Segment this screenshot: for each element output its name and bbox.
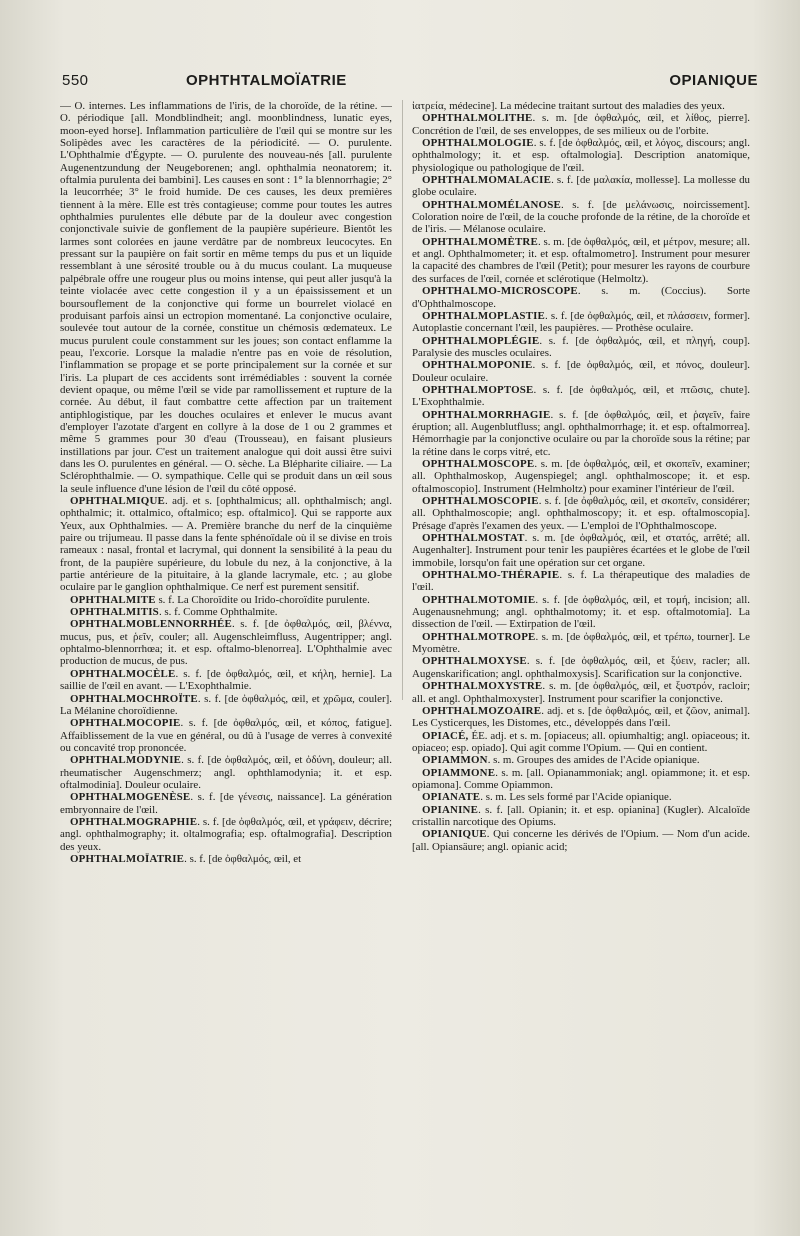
headword: OPHTHALMITE [70,593,156,606]
headword: OPHTHALMOPLÉGIE [422,334,540,347]
headword: OPHTHALMOSCOPE [422,457,535,470]
dictionary-entry: — O. internes. Les inflammations de l'iris, de la choroïde, de la rétine. — O. périodique [all. Mondblindheit; angl. moonblindness, lunatic eyes, moon-eyed horse]. Inflammation particulière de l'œil qui se montre sur les Solipèdes avec les caractères de la périodicité. — O. purulente. L'Ophthalmie d'Égypte. — O. purulente des nouveau-nés [all. purulente Augenentzundung der Neugeborenen; angl. ophthalmia neonatorem; it. oftalmia purulenta dei bambini]. Les causes en sont : 1° la blennorrhagie; 2° la leucorrhée; 3° le froid humide. De ces causes, les deux premières tiennent à la mère. Elle est très contagieuse; comme pour toutes les autres ophthalmies purulentes elle débute par de la douleur avec congestion conjonctivale suivie de gonflement de la paupière supérieure. Bientôt les larmes sont colorées en jaune verdâtre par de nombreux leucocytes. En pressant sur la paupière on fait sortir en même temps du pus et un liquide ressemblant à une sérosité trouble ou à du mucus coulant. La muqueuse palpébrale offre une rougeur plus ou moins intense, qui peut aller jusqu'à la teinte violacée avec cette congestion il y a un épaississement et un boursouflement de la conjonctive qui forme un bourrelet violacé en produisant parfois ainsi un ectropion momentané. La conjonctive oculaire, soulevée tout autour de la cornée, constitue un chémosis œdemateux. Le mucus purulent coule constamment sur les joues; son contact enflamme la peau, l'excorie. Lorsque la maladie n'entre pas en voie de résolution, l'inflammation se propage et se porte principalement sur la cornée et sur l'iris. La plupart de ces accidents sont irrémédiables : souvent la cornée devient opaque, ou même l'œil se vide par ramollissement et rupture de la cornée. Au début, il faut combattre cette affection par un traitement antiphlogistique, par les douches oculaires et enlever le mucus avant d'employer l'azotate d'argent en collyre à la dose de 1 ou 2 grammes et même 5 grammes pour 30 d'eau (Trousseau), en faisant plusieurs instillations par jour. C'est un traitement analogue qui doit aussi être suivi dans les O. purulentes en général. — O. sèche. La Blépharite ciliaire. — La Sclérophthalmie. — O. sympathique. Celle qui se produit dans un œil sous la seule influence d'une lésion de l'œil du côté opposé. [60,100,392,495]
headword: OPHTHALMOCOPIE [70,717,181,730]
dictionary-entry: OPIAMMON. s. m. Groupes des amides de l'Acide opianique. [422,754,700,767]
dictionary-entry: OPHTHALMOTOMIE. s. f. [de ὀφθαλμός, œil, et τομή, incision; all. Augenausnehmung; angl. ophthalmotomy; it. et esp. oftalmotomia]. La dissection de l'œil. — Extirpation de l'œil. [412,593,750,631]
headword: OPHTHALMITIS [70,606,159,619]
headword: OPHTHALMOCHROÏTE [70,692,198,705]
headword: OPHTHALMORRHAGIE [422,408,551,421]
headword: OPHTHALMOMÈTRE [422,235,538,248]
left-guide-word: OPHTHTALMOÏATRIE [186,72,347,89]
dictionary-entry: OPHTHALMOPLÉGIE. s. f. [de ὀφθαλμός, œil, et πληγή, coup]. Paralysie des muscles oculaires. [412,334,750,359]
dictionary-entry: OPIANIQUE. Qui concerne les dérivés de l'Opium. — Nom d'un acide. [all. Opiansäure; angl. opianic acid; [412,828,750,853]
headword: OPHTHALMOTROPE [422,630,536,643]
dictionary-entry: OPHTHALMOCOPIE. s. f. [de ὀφθαλμός, œil, et κόπος, fatigue]. Affaiblissement de la vue en général, ou dû à l'usage de verres à convexité ou concavité trop prononcée. [60,717,392,754]
headword: OPHTHALMODYNIE [70,754,182,767]
headword: OPHTHALMO-THÉRAPIE [422,569,560,582]
headword: OPHTHALMOLITHE [422,112,533,125]
headword: OPHTHALMOSCOPIE [422,495,539,507]
dictionary-entry: OPHTHALMOSCOPIE. s. f. [de ὀφθαλμός, œil, et σκοπεῖν, considérer; all. Ophthalmoscopie; angl. ophthalmoscopy; it. et esp. oftalmoscopia]. Présage d'après l'examen des yeux. — L'emploi de l'Ophthalmoscope. [412,495,750,532]
headword: OPIACÉ, [422,729,469,742]
headword: OPHTHALMOCÈLE [70,667,176,680]
dictionary-entry: OPHTHALMOGENÈSE. s. f. [de γένεσις, naissance]. La génération embryonnaire de l'œil. [60,791,392,816]
dictionary-entry: OPHTHALMOLOGIE. s. f. [de ὀφθαλμός, œil, et λόγος, discours; angl. ophthalmology; it. et esp. oftalmologia]. Description anatomique, physiologique ou pathologique de l'œil. [412,137,750,174]
dictionary-entry: OPHTHALMOSTAT. s. m. [de ὀφθαλμός, œil, et στατός, arrêté; all. Augenhalter]. Instrument pour tenir les paupières écartées et le globe de l'œil immobile, lorsqu'on fait une opération sur cet organe. [412,532,750,569]
headword: OPHTHALMOTOMIE [422,593,536,606]
dictionary-entry: OPIAMMONE. s. m. [all. Opianammoniak; angl. opiammone; it. et esp. opiamona]. Comme Opiammon. [412,766,750,791]
dictionary-entry: OPHTHALMOZOAIRE. adj. et s. [de ὀφθαλμός, œil, et ζῶον, animal]. Les Cysticerques, les Distomes, etc., développés dans l'œil. [412,704,750,730]
dictionary-entry: OPIANATE. s. m. Les sels formé par l'Acide opianique. [422,791,672,804]
headword: OPHTHALMOLOGIE [422,137,534,150]
dictionary-entry: OPHTHALMOBLENNORRHÉE. s. f. [de ὀφθαλμός, œil, βλέννα, mucus, pus, et ῥεῖν, couler; all. Augenschleimfluss, Augentripper; angl. ophtalmo-blennorrhœa; it. et esp. oftalmo-blenorrea]. L'Ophthalmie avec production de mucus, de pus. [60,618,392,668]
dictionary-entry: OPHTHALMOMÉLANOSE. s. f. [de μελάνωσις, noircissement]. Coloration noire de l'œil, de la couche profonde de la rétine, de la choroïde et de l'iris. — Mélanose oculaire. [412,198,750,236]
headword: OPIANATE [422,791,481,804]
headword: OPHTHALMIQUE [70,495,165,507]
headword: OPIAMMON [422,754,488,767]
headword: OPHTHALMOGENÈSE [70,791,191,804]
dictionary-entry: OPHTHALMOMALACIE. s. f. [de μαλακία, mollesse]. La mollesse du globe oculaire. [412,174,750,199]
headword: OPIAMMONE [422,766,496,779]
dictionary-entry: OPHTHALMODYNIE. s. f. [de ὀφθαλμός, œil, et ὀδύνη, douleur; all. rheumatischer Augenschmerz; angl. ophthlamodynia; it. et esp. oftalmodinia]. Douleur oculaire. [60,754,392,791]
dictionary-entry: OPHTHALMOXYSTRE. s. m. [de ὀφθαλμός, œil, et ξυστρόν, racloir; all. et angl. Ophthalmoxyster]. Instrument pour scarifier la conjonctive. [412,680,750,705]
dictionary-entry: ἰατρεία, médecine]. La médecine traitant surtout des maladies des yeux. [412,100,725,112]
headword: OPHTHALMOPTOSE [422,383,534,396]
dictionary-entry: OPHTHALMOCHROÏTE. s. f. [de ὀφθαλμός, œil, et χρῶμα, couler]. La Mélanine choroïdienne. [60,692,392,717]
dictionary-entry: OPHTHALMOXYSE. s. f. [de ὀφθαλμός, œil, et ξύειν, racler; all. Augenskarification; angl. ophthalmoxysis]. Scarification sur la conjonctive. [412,655,750,680]
dictionary-entry: OPHTHALMOPTOSE. s. f. [de ὀφθαλμός, œil, et πτῶσις, chute]. L'Exophthalmie. [412,383,750,409]
dictionary-entry: OPHTHALMOLITHE. s. m. [de ὀφθαλμός, œil, et λίθος, pierre]. Concrétion de l'œil, de ses enveloppes, de ses milieux ou de l'orbite. [412,112,750,137]
headword: OPHTHALMOMÉLANOSE [422,198,561,211]
headword: OPHTHALMOXYSTRE [422,680,543,693]
right-column [412,100,750,1190]
dictionary-entry: OPHTHALMOPONIE. s. f. [de ὀφθαλμός, œil, et πόνος, douleur]. Douleur oculaire. [412,359,750,384]
dictionary-entry: OPHTHALMOTROPE. s. m. [de ὀφθαλμός, œil, et τρέπω, tourner]. Le Myomètre. [412,630,750,656]
headword: OPIANINE [422,803,479,816]
dictionary-entry: OPHTHALMOGRAPHIE. s. f. [de ὀφθαλμός, œil, et γράφειν, décrire; angl. ophthalmography; it. oltalmografia; esp. oftalmografia]. Description des yeux. [60,815,392,853]
headword: OPHTHALMOZOAIRE [422,704,542,717]
right-guide-word: OPIANIQUE [669,72,758,89]
column-divider [402,100,403,700]
page-number: 550 [62,72,89,89]
headword: OPHTHALMOXYSE [422,655,527,668]
headword: OPHTHALMOSTAT [422,532,525,545]
headword: OPHTHALMOBLENNORRHÉE [70,618,232,631]
dictionary-entry: OPHTHALMO-MICROSCOPE. s. m. (Coccius). Sorte d'Ophthalmoscope. [412,285,750,310]
dictionary-entry: OPIANINE. s. f. [all. Opianin; it. et esp. opianina] (Kugler). Alcaloïde cristallin narcotique des Opiums. [412,803,750,828]
dictionary-entry: OPHTHALMOMÈTRE. s. m. [de ὀφθαλμός, œil, et μέτρον, mesure; all. et angl. Ophthalmometer; it. et esp. oftalmometro]. Instrument pour mesurer la capacité des chambres de l'œil (Petit); pour mesurer les rayons de courbure des surfaces de l'œil, cornée et sclérotique (Helmoltz). [412,235,750,285]
dictionary-entry: OPHTHALMOPLASTIE. s. f. [de ὀφθαλμός, œil, et πλάσσειν, former]. Autoplastie concernant l'œil, les paupières. — Prothèse oculaire. [412,309,750,335]
dictionary-entry: OPHTHALMORRHAGIE. s. f. [de ὀφθαλμός, œil, et ῥαγεῖν, faire éruption; all. Augenblutfluss; angl. ophthalmorrhage; it. et esp. oftalmorrea]. Hémorrhagie par la conjonctive oculaire ou par la choroïde sous la rétine; par la rétine dans le corps vitré, etc. [412,408,750,458]
headword: OPHTHALMOGRAPHIE [70,815,198,828]
headword: OPHTHALMOMALACIE [422,174,552,187]
dictionary-entry: OPHTHALMO-THÉRAPIE. s. f. La thérapeutique des maladies de l'œil. [412,569,750,594]
headword: OPHTHALMOÏATRIE [70,852,185,865]
running-head [62,72,758,96]
headword: OPIANIQUE [422,828,487,841]
headword: OPHTHALMOPONIE [422,359,533,372]
dictionary-entry: OPHTHALMIQUE. adj. et s. [ophthalmicus; all. ophthalmisch; angl. ophthalmic; it. ottalmico, oftalmico; esp. oftalmico]. Qui se rapporte aux Yeux, aux Ophthalmies. — A. Première branche du nerf de la cinquième paire ou trijumeau. Il passe dans la fente sphénoïdale où il se divise en trois rameaux : nasal, frontal et lacrymal, qui donnent la sensibilité à la peau du front, de la paupière supérieure, du lobule du nez, à la conjonctive, à la partie antérieure de la pituitaire, à la glande lacrymale, etc. ; au globe oculaire par le ganglion ophthalmique. Ce nerf est purement sensitif. [60,495,392,594]
dictionary-entry: OPHTHALMITIS. s. f. Comme Ophthalmite. [70,606,278,619]
dictionary-entry: OPHTHALMITE s. f. La Choroïdite ou Irido-choroïdite purulente. [70,593,370,606]
headword: OPHTHALMOPLASTIE [422,309,546,322]
dictionary-entry: OPIACÉ, ÉE. adj. et s. m. [opiaceus; all. opiumhaltig; angl. opiaceous; it. opiaceo; esp. opiado]. Qui agit comme l'Opium. — Qui en contient. [412,729,750,754]
headword: OPHTHALMO-MICROSCOPE [422,285,578,298]
dictionary-entry: OPHTHALMOÏATRIE. s. f. [de ὀφθαλμός, œil, et [70,852,302,865]
dictionary-entry: OPHTHALMOCÈLE. s. f. [de ὀφθαλμός, œil, et κήλη, hernie]. La saillie de l'œil en avant. — L'Exophthalmie. [60,667,392,693]
left-column [60,100,392,1190]
dictionary-entry: OPHTHALMOSCOPE. s. m. [de ὀφθαλμός, œil, et σκοπεῖν, examiner; all. Ophthalmoskop, Augenspiegel; angl. ophthalmoscope; it. et esp. oftalmoscopio]. Instrument (Helmholtz) pour examiner l'intérieur de l'œil. [412,457,750,495]
